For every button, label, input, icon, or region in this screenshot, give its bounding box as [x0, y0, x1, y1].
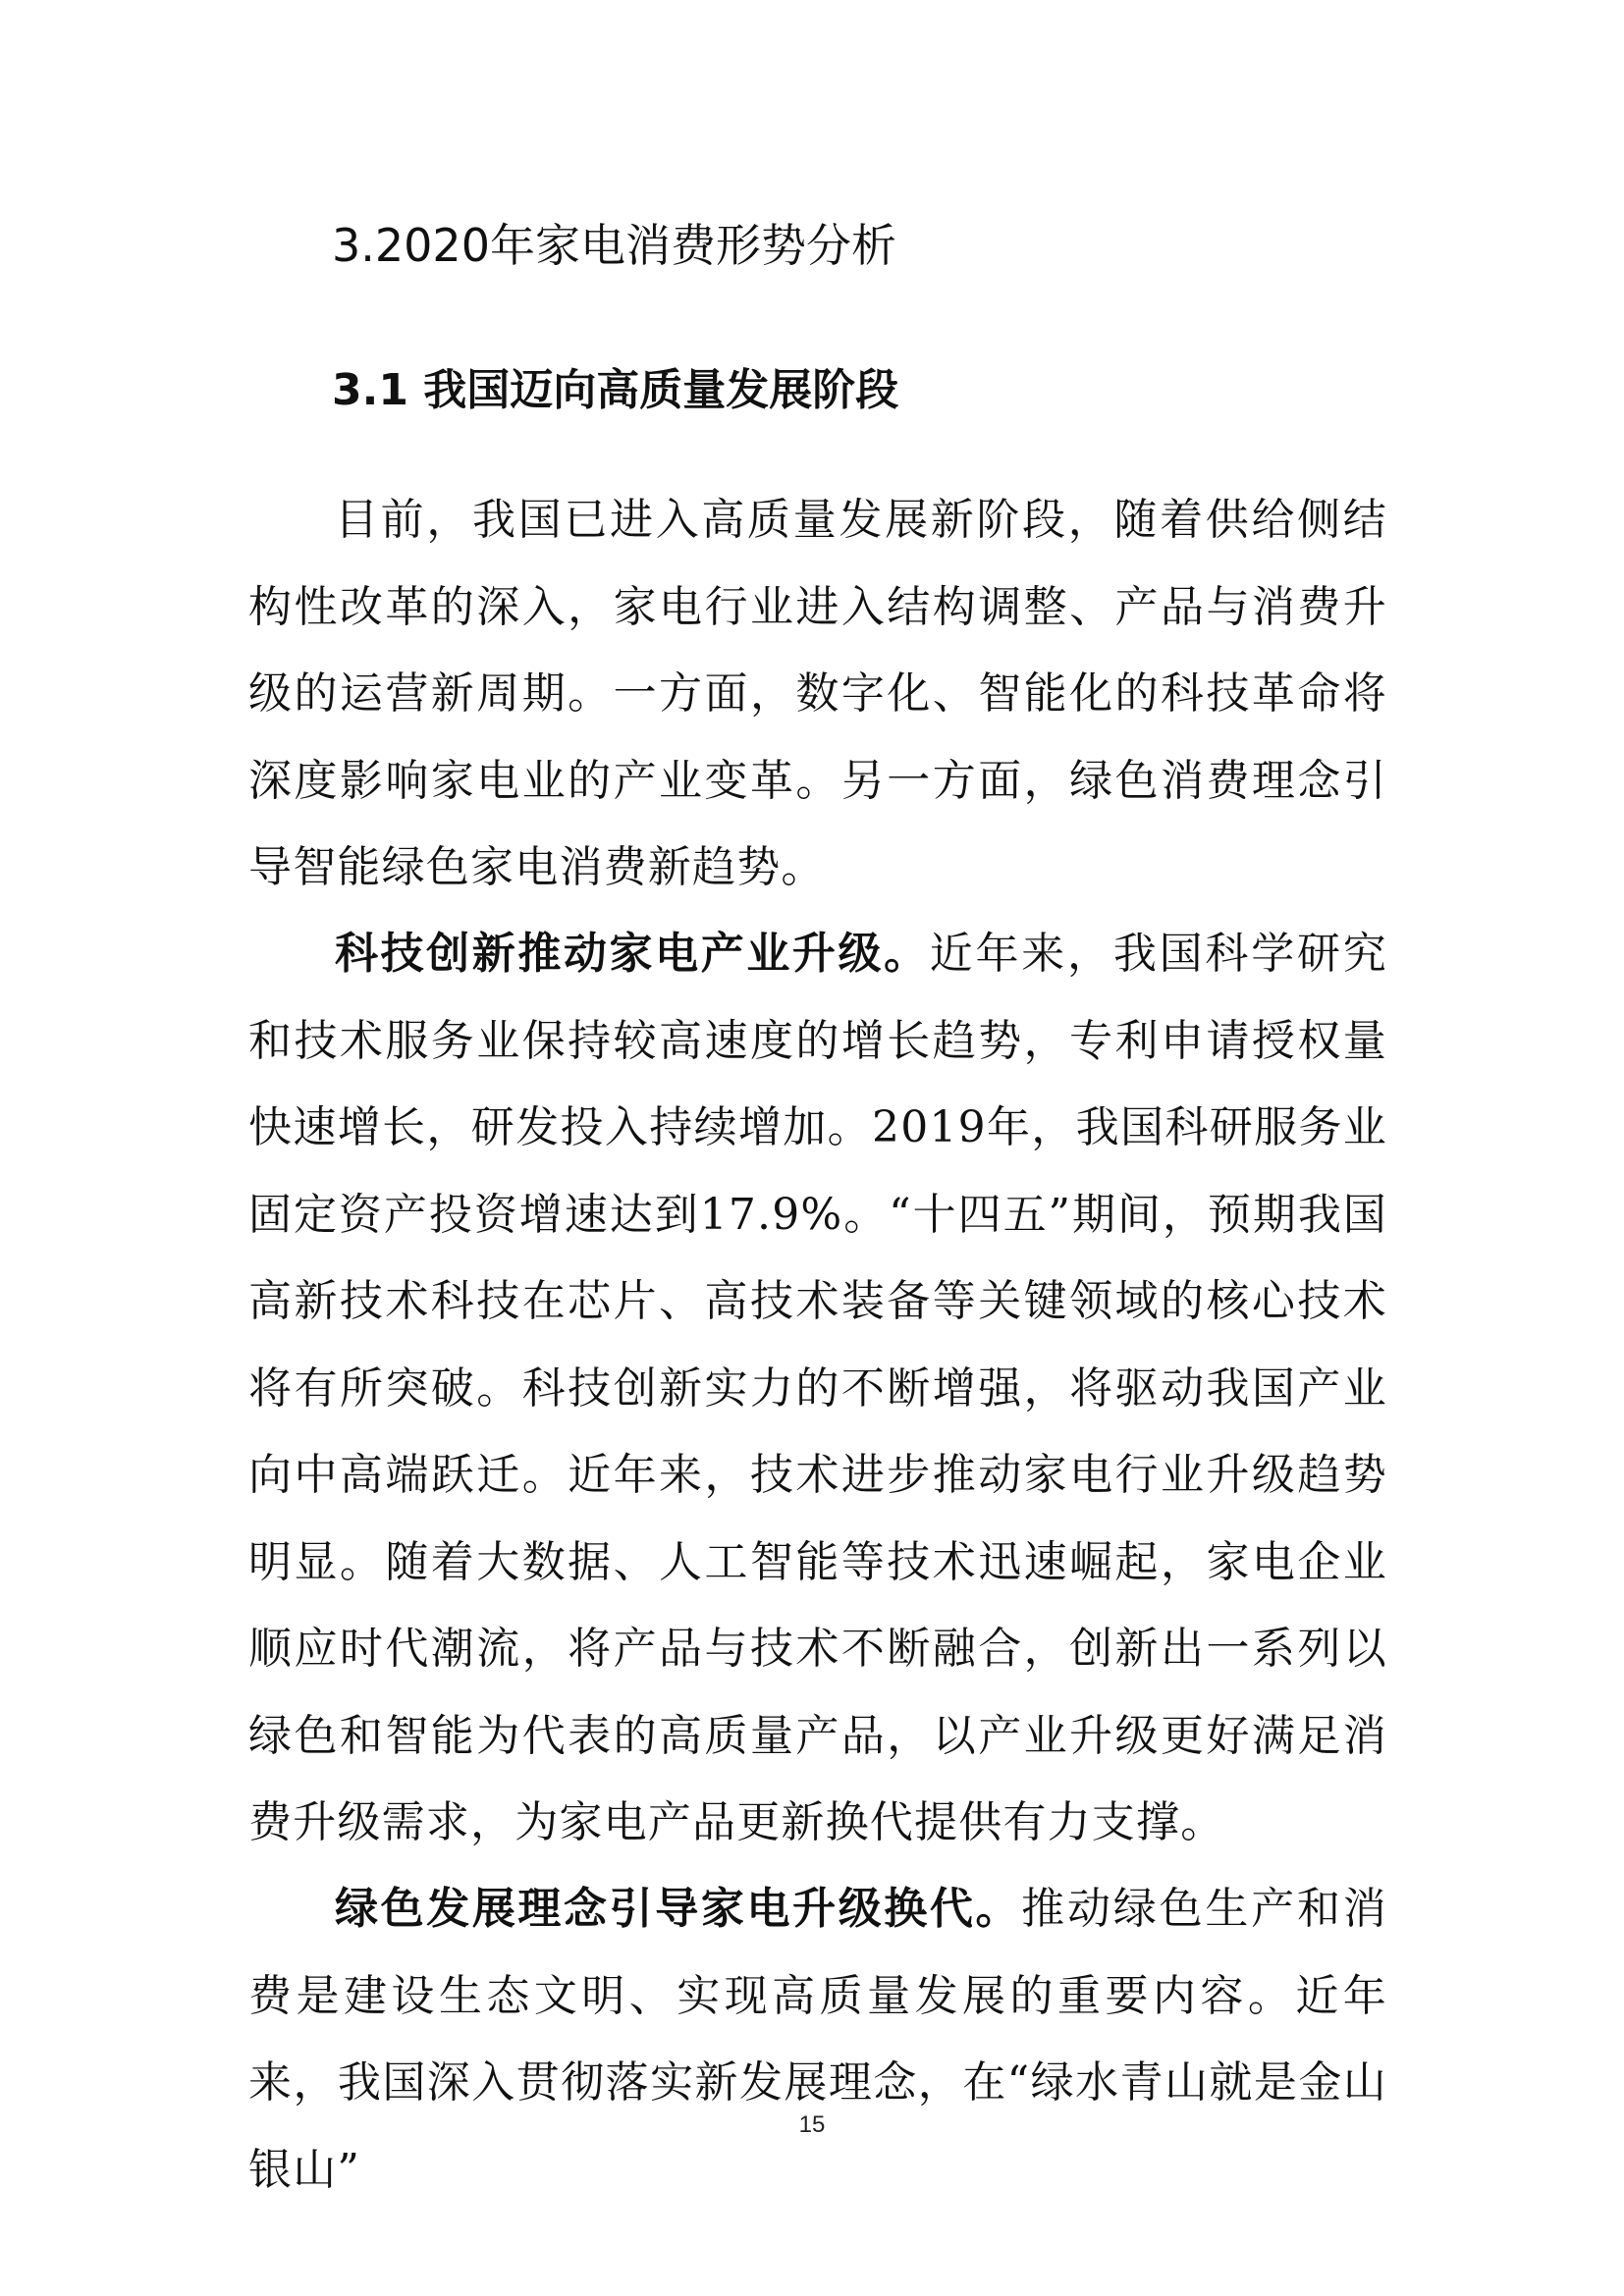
subsection-heading: 3.1 我国迈向高质量发展阶段	[332, 365, 899, 415]
paragraph-lead: 绿色发展理念引导家电升级换代。	[335, 1884, 1022, 1934]
paragraph-text: 推动绿色生产和消费是建设生态文明、实现高质量发展的重要内容。近年来，我国深入贯彻落实新发展理念，在“绿水青山就是金山银山”	[248, 1884, 1388, 2195]
section-heading: 3.2020年家电消费形势分析	[332, 219, 896, 272]
paragraph-tech-innovation	[248, 911, 1387, 1867]
paragraph-text: 近年来，我国科学研究和技术服务业保持较高速度的增长趋势，专利申请授权量快速增长，研发投入持续增加。2019年，我国科研服务业固定资产投资增速达到17.9%。“十四五”期间，预期我国高新技术科技在芯片、高技术装备等关键领域的核心技术将有所突破。科技创新实力的不断增强，将驱动我国产业向中高端跃迁。近年来，技术进步推动家电行业升级趋势明显。随着大数据、人工智能等技术迅速崛起，家电企业顺应时代潮流，将产品与技术不断融合，创新出一系列以绿色和智能为代表的高质量产品，以产业升级更好满足消费升级需求，为家电产品更新换代提供有力支撑。	[248, 929, 1388, 1847]
paragraph-high-quality-development	[248, 477, 1387, 912]
page-number: 15	[798, 2111, 826, 2138]
paragraph-text: 目前，我国已进入高质量发展新阶段，随着供给侧结构性改革的深入，家电行业进入结构调整、产品与消费升级的运营新周期。一方面，数字化、智能化的科技革命将深度影响家电业的产业变革。另一方面，绿色消费理念引导智能绿色家电消费新趋势。	[248, 495, 1387, 892]
paragraph-lead: 科技创新推动家电产业升级。	[335, 929, 930, 979]
paragraph-green-development	[248, 1866, 1387, 2214]
